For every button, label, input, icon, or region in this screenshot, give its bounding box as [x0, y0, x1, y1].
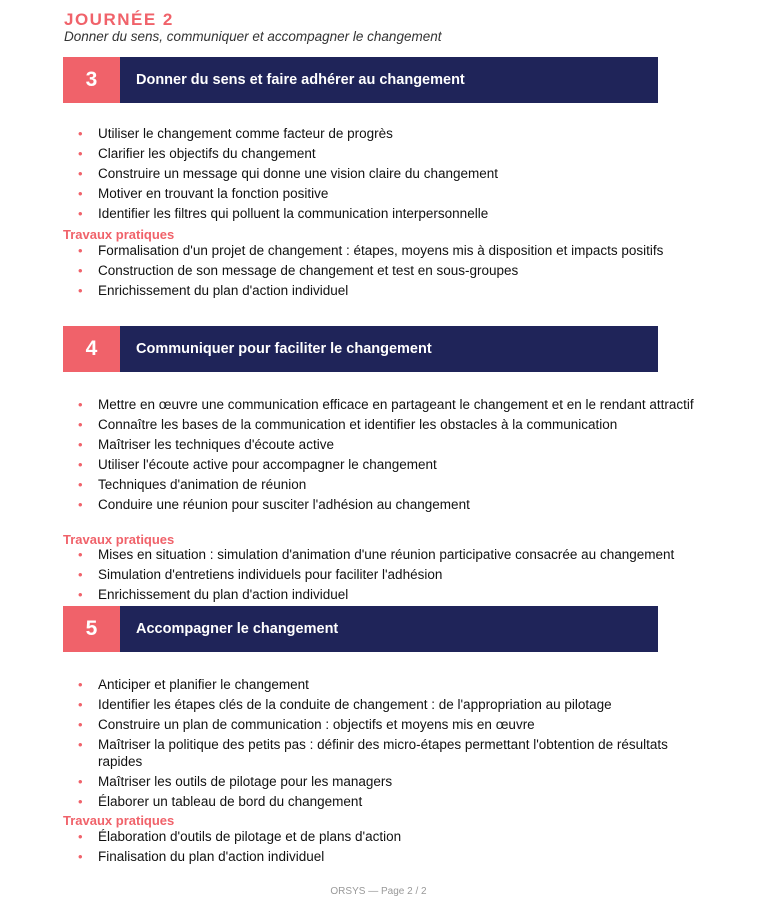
- list-item: • Élaborer un tableau de bord du changement: [78, 794, 363, 809]
- module-5-practical: [62, 828, 712, 868]
- list-item: • Conduire une réunion pour susciter l'adhésion au changement: [78, 497, 470, 512]
- list-item: • Anticiper et planifier le changement: [78, 677, 309, 692]
- list-item: • Formalisation d'un projet de changement : étapes, moyens mis à disposition et impacts positifs: [78, 243, 664, 258]
- module-5-header: [63, 606, 658, 652]
- list-item: • Enrichissement du plan d'action individuel: [78, 587, 349, 602]
- module-4-objectives: [62, 396, 712, 516]
- module-3-practical: [62, 242, 712, 302]
- list-item: • Mises en situation : simulation d'animation d'une réunion participative consacrée au changement: [78, 547, 675, 562]
- list-item: • Élaboration d'outils de pilotage et de plans d'action: [78, 829, 402, 844]
- page-footer: ORSYS — Page 2 / 2: [330, 886, 427, 897]
- list-item: • Identifier les filtres qui polluent la communication interpersonnelle: [78, 206, 489, 221]
- module-4-header: [63, 326, 658, 372]
- practical-label: Travaux pratiques: [63, 532, 175, 547]
- list-item: • Clarifier les objectifs du changement: [78, 146, 316, 161]
- day-subtitle: Donner du sens, communiquer et accompagner le changement: [64, 29, 442, 44]
- list-item: • Mettre en œuvre une communication efficace en partageant le changement et en le rendant attractif: [78, 397, 694, 412]
- module-title: Accompagner le changement: [136, 621, 339, 637]
- list-item: • Techniques d'animation de réunion: [78, 477, 307, 492]
- practical-label: Travaux pratiques: [63, 813, 175, 828]
- list-item: • Construire un message qui donne une vision claire du changement: [78, 166, 498, 181]
- module-title: Communiquer pour faciliter le changement: [136, 341, 432, 357]
- module-4-practical: [62, 546, 712, 606]
- list-item: • Simulation d'entretiens individuels pour faciliter l'adhésion: [78, 567, 443, 582]
- module-number: 4: [63, 326, 120, 372]
- list-item: • Construire un plan de communication : objectifs et moyens mis en œuvre: [78, 717, 535, 732]
- module-number: 5: [63, 606, 120, 652]
- list-item: • Utiliser le changement comme facteur de progrès: [78, 126, 393, 141]
- module-title: Donner du sens et faire adhérer au changement: [136, 72, 465, 88]
- list-item: • Finalisation du plan d'action individuel: [78, 849, 325, 864]
- day-title: JOURNÉE 2: [64, 10, 174, 29]
- list-item: • Enrichissement du plan d'action individuel: [78, 283, 349, 298]
- list-item: • Identifier les étapes clés de la conduite de changement : de l'appropriation au pilotage: [78, 697, 612, 712]
- module-number: 3: [63, 57, 120, 103]
- list-item: • Construction de son message de changement et test en sous-groupes: [78, 263, 519, 278]
- list-item: • Maîtriser la politique des petits pas : définir des micro-étapes permettant l'obtention de résultats rapides: [78, 737, 668, 769]
- module-5-objectives: [62, 676, 712, 813]
- list-item: • Maîtriser les techniques d'écoute active: [78, 437, 334, 452]
- list-item: • Utiliser l'écoute active pour accompagner le changement: [78, 457, 437, 472]
- module-3-objectives: [62, 125, 712, 225]
- module-3-header: [63, 57, 658, 103]
- list-item: • Motiver en trouvant la fonction positive: [78, 186, 329, 201]
- list-item: • Connaître les bases de la communication et identifier les obstacles à la communication: [78, 417, 618, 432]
- practical-label: Travaux pratiques: [63, 227, 175, 242]
- list-item: • Maîtriser les outils de pilotage pour les managers: [78, 774, 393, 789]
